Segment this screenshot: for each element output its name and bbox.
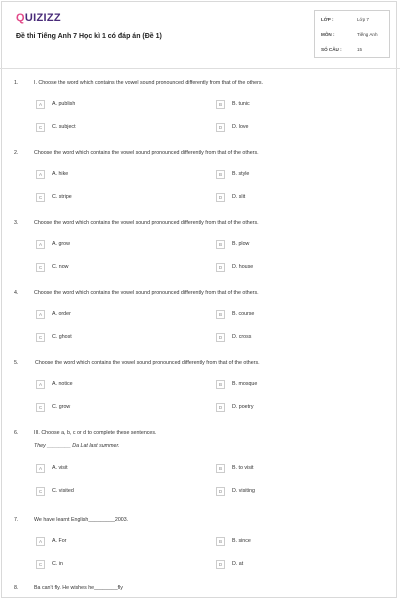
answer-option-b[interactable] <box>216 100 366 110</box>
meta-class-row: LỚP : Lớp 7 <box>321 17 369 22</box>
answer-option-a[interactable] <box>36 464 186 474</box>
option-letter-box: D <box>216 193 225 202</box>
header-divider <box>0 68 400 69</box>
answer-option-d[interactable] <box>216 263 366 273</box>
question-text: Choose the word which contains the vowel sound pronounced differently from that of the others. <box>34 220 259 226</box>
option-letter-box: A <box>36 380 45 389</box>
question-number: 7. <box>14 517 19 523</box>
answer-option-b[interactable] <box>216 240 366 250</box>
option-label: B. tunic <box>232 101 250 107</box>
option-letter-box: A <box>36 537 45 546</box>
option-letter-box: C <box>36 560 45 569</box>
option-letter-box: D <box>216 560 225 569</box>
option-label: B. plow <box>232 241 250 247</box>
question-text: I. Choose the word which contains the vowel sound pronounced differently from that of the others. <box>34 80 263 86</box>
answer-option-d[interactable] <box>216 560 366 570</box>
option-label: D. poetry <box>232 404 254 410</box>
answer-option-c[interactable] <box>36 333 186 343</box>
answer-option-a[interactable] <box>36 310 186 320</box>
option-letter-box: A <box>36 240 45 249</box>
answer-option-a[interactable] <box>36 537 186 547</box>
option-label: D. house <box>232 264 254 270</box>
option-label: C. in <box>52 561 63 567</box>
option-letter-box: B <box>216 240 225 249</box>
question-number: 1. <box>14 80 19 86</box>
question-text: Ba can't fly. He wishes he________fly <box>34 585 123 591</box>
question-text: Choose the word which contains the vowel sound pronounced differently from that of the others. <box>35 360 260 366</box>
option-letter-box: B <box>216 170 225 179</box>
option-letter-box: A <box>36 170 45 179</box>
option-letter-box: C <box>36 333 45 342</box>
option-letter-box: A <box>36 464 45 473</box>
option-letter-box: B <box>216 100 225 109</box>
option-letter-box: D <box>216 123 225 132</box>
question-sentence: They ________ Da Lat last summer. <box>34 443 120 449</box>
option-letter-box: D <box>216 403 225 412</box>
option-label: A. grow <box>52 241 70 247</box>
answer-option-c[interactable] <box>36 403 186 413</box>
option-label: C. grow <box>52 404 71 410</box>
answer-option-a[interactable] <box>36 170 186 180</box>
answer-option-b[interactable] <box>216 464 366 474</box>
option-label: B. mosque <box>232 381 258 387</box>
answer-option-c[interactable] <box>36 123 186 133</box>
answer-option-a[interactable] <box>36 100 186 110</box>
option-label: B. to visit <box>232 465 254 471</box>
option-letter-box: D <box>216 487 225 496</box>
option-label: D. slit <box>232 194 246 200</box>
meta-count-row: SỐ CÂU : 15 <box>321 47 363 52</box>
answer-option-d[interactable] <box>216 193 366 203</box>
option-label: B. since <box>232 538 251 544</box>
option-letter-box: B <box>216 310 225 319</box>
answer-option-c[interactable] <box>36 193 186 203</box>
option-letter-box: B <box>216 537 225 546</box>
option-letter-box: A <box>36 310 45 319</box>
option-letter-box: C <box>36 403 45 412</box>
option-letter-box: C <box>36 487 45 496</box>
question-number: 5. <box>14 360 19 366</box>
quizizz-logo: QUIZIZZ <box>16 12 61 24</box>
answer-option-d[interactable] <box>216 403 366 413</box>
answer-option-b[interactable] <box>216 170 366 180</box>
question-number: 6. <box>14 430 19 436</box>
question-number: 2. <box>14 150 19 156</box>
option-letter-box: C <box>36 263 45 272</box>
option-letter-box: C <box>36 193 45 202</box>
answer-option-a[interactable] <box>36 240 186 250</box>
answer-option-d[interactable] <box>216 123 366 133</box>
option-label: D. cross <box>232 334 252 340</box>
worksheet-title: Đề thi Tiếng Anh 7 Học kì 1 có đáp án (Đề 1) <box>16 33 162 40</box>
option-label: B. course <box>232 311 255 317</box>
option-label: D. at <box>232 561 244 567</box>
option-label: A. order <box>52 311 71 317</box>
question-text: Choose the word which contains the vowel sound pronounced differently from that of the others. <box>34 150 259 156</box>
option-letter-box: B <box>216 464 225 473</box>
answer-option-d[interactable] <box>216 487 366 497</box>
option-label: C. ghost <box>52 334 72 340</box>
option-letter-box: D <box>216 263 225 272</box>
question-text: III. Choose a, b, c or d to complete these sentences. <box>34 430 157 436</box>
option-letter-box: C <box>36 123 45 132</box>
option-label: C. stripe <box>52 194 72 200</box>
option-letter-box: A <box>36 100 45 109</box>
answer-option-a[interactable] <box>36 380 186 390</box>
option-label: D. love <box>232 124 249 130</box>
answer-option-c[interactable] <box>36 560 186 570</box>
answer-option-d[interactable] <box>216 333 366 343</box>
option-label: B. style <box>232 171 250 177</box>
option-label: C. subject <box>52 124 76 130</box>
option-letter-box: D <box>216 333 225 342</box>
option-letter-box: B <box>216 380 225 389</box>
option-label: D. visiting <box>232 488 255 494</box>
option-label: A. publish <box>52 101 76 107</box>
question-number: 8. <box>14 585 19 591</box>
worksheet-meta-box <box>314 10 390 58</box>
meta-subject-row: MÔN : Tiếng Anh <box>321 32 378 37</box>
option-label: A. hike <box>52 171 69 177</box>
answer-option-b[interactable] <box>216 537 366 547</box>
option-label: A. For <box>52 538 67 544</box>
answer-option-c[interactable] <box>36 487 186 497</box>
option-label: C. now <box>52 264 69 270</box>
answer-option-b[interactable] <box>216 310 366 320</box>
question-text: Choose the word which contains the vowel sound pronounced differently from that of the others. <box>34 290 259 296</box>
question-number: 3. <box>14 220 19 226</box>
option-label: A. notice <box>52 381 73 387</box>
answer-option-c[interactable] <box>36 263 186 273</box>
answer-option-b[interactable] <box>216 380 366 390</box>
page-frame <box>1 1 397 598</box>
question-text: We have learnt English_________2003. <box>34 517 129 523</box>
worksheet-header <box>0 0 400 68</box>
question-number: 4. <box>14 290 19 296</box>
option-label: A. visit <box>52 465 68 471</box>
option-label: C. visited <box>52 488 74 494</box>
